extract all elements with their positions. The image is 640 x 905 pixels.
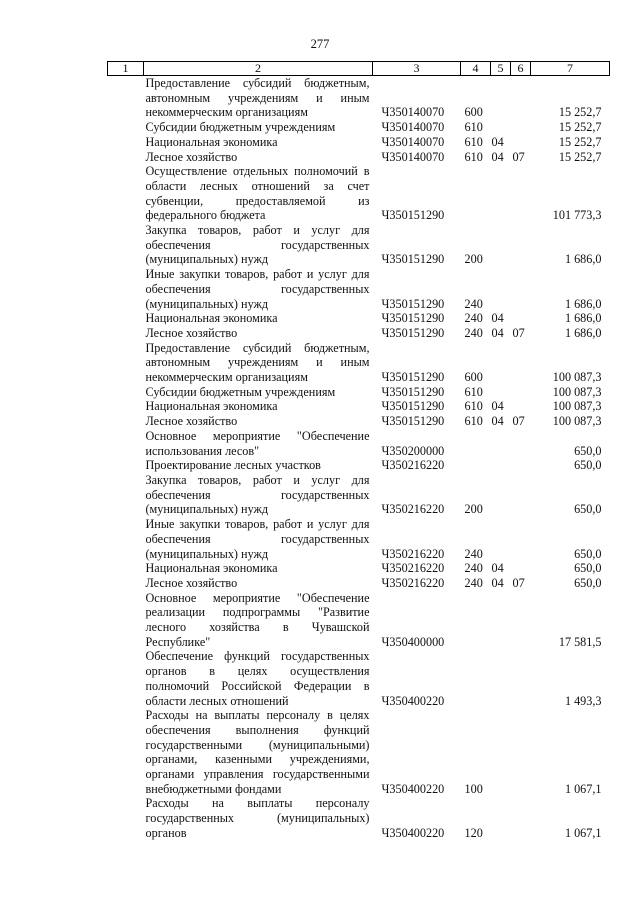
row-subsection-cell — [511, 796, 531, 840]
row-section-cell — [491, 120, 511, 135]
row-section-cell: 04 — [491, 414, 504, 429]
row-name-cell: Осуществление отдельных полномочий в области лесных отношений за счет субвенции, предоставляемой из федерального бюджета — [145, 164, 370, 223]
row-group-cell: 610 — [464, 384, 483, 399]
row-code-cell: Ч350216220 — [381, 546, 445, 561]
row-code-cell: Ч350151290 — [381, 311, 445, 326]
row-name-cell: Основное мероприятие "Обеспечение реализации подпрограммы "Развитие лесного хозяйства в Чувашской Республике" — [145, 590, 370, 649]
row-code-cell: Ч350151290 — [381, 252, 445, 267]
row-code-cell: Ч350151290 — [381, 370, 445, 385]
row-amount-cell: 15 252,7 — [558, 105, 602, 120]
row-subsection-cell — [511, 399, 531, 414]
row-section-cell — [491, 267, 511, 311]
row-group-cell: 100 — [464, 781, 483, 796]
row-group-cell — [461, 164, 491, 223]
table-row — [108, 473, 610, 517]
row-group-cell — [461, 591, 491, 650]
row-section-cell — [491, 385, 511, 400]
row-amount-cell: 100 087,3 — [552, 370, 602, 385]
row-number-cell — [108, 473, 144, 517]
row-group-cell: 240 — [464, 561, 483, 576]
table-row — [108, 135, 610, 150]
table-row — [108, 576, 610, 591]
table-row — [108, 649, 610, 708]
row-code-cell: Ч350216220 — [381, 502, 445, 517]
table-row — [108, 517, 610, 561]
row-group-cell: 240 — [464, 296, 483, 311]
row-number-cell — [108, 458, 144, 473]
row-group-cell — [461, 649, 491, 708]
row-name-cell: Лесное хозяйство — [145, 414, 238, 429]
row-subsection-cell — [511, 267, 531, 311]
table-row — [108, 150, 610, 165]
row-code-cell: Ч350216220 — [381, 575, 445, 590]
row-subsection-cell — [511, 164, 531, 223]
row-subsection-cell — [511, 120, 531, 135]
row-amount-cell: 650,0 — [574, 561, 602, 576]
row-subsection-cell — [511, 385, 531, 400]
table-row — [108, 591, 610, 650]
row-subsection-cell — [511, 591, 531, 650]
row-code-cell: Ч350400220 — [381, 781, 445, 796]
row-group-cell: 600 — [464, 370, 483, 385]
row-number-cell — [108, 341, 144, 385]
row-code-cell: Ч350151290 — [381, 399, 445, 414]
row-number-cell — [108, 223, 144, 267]
row-section-cell — [491, 223, 511, 267]
row-code-cell: Ч350200000 — [381, 443, 445, 458]
table-row — [108, 458, 610, 473]
row-group-cell: 610 — [464, 399, 483, 414]
row-amount-cell: 100 087,3 — [552, 384, 602, 399]
row-amount-cell: 100 087,3 — [552, 399, 602, 414]
row-subsection-cell — [511, 649, 531, 708]
table-row — [108, 267, 610, 311]
row-name-cell: Предоставление субсидий бюджетным, автономным учреждениям и иным некоммерческим организациям — [145, 340, 370, 385]
row-number-cell — [108, 385, 144, 400]
row-number-cell — [108, 135, 144, 150]
row-code-cell: Ч350400000 — [381, 634, 445, 649]
row-section-cell — [491, 76, 511, 121]
row-section-cell: 04 — [491, 134, 504, 149]
row-name-cell: Расходы на выплаты персоналу в целях обеспечения выполнения функций государственными (муниципальными) органами, казенными учреждениями, органами управления государственными внебюджетными фондами — [145, 708, 370, 796]
row-section-cell: 04 — [491, 399, 504, 414]
column-header: 5 — [491, 62, 511, 76]
row-number-cell — [108, 708, 144, 796]
row-subsection-cell — [511, 76, 531, 121]
row-number-cell — [108, 76, 144, 121]
row-section-cell: 04 — [491, 561, 504, 576]
row-number-cell — [108, 429, 144, 458]
row-group-cell: 200 — [464, 252, 483, 267]
table-row — [108, 311, 610, 326]
row-code-cell: Ч350216220 — [381, 458, 445, 473]
row-number-cell — [108, 414, 144, 429]
row-group-cell: 240 — [464, 325, 483, 340]
row-name-cell: Национальная экономика — [145, 399, 278, 414]
row-subsection-cell — [511, 341, 531, 385]
row-number-cell — [108, 517, 144, 561]
table-row — [108, 164, 610, 223]
row-amount-cell: 1 686,0 — [564, 325, 602, 340]
row-code-cell: Ч350400220 — [381, 693, 445, 708]
row-amount-cell: 650,0 — [574, 575, 602, 590]
row-group-cell: 240 — [464, 546, 483, 561]
row-name-cell: Предоставление субсидий бюджетным, автономным учреждениям и иным некоммерческим организациям — [145, 76, 370, 120]
row-section-cell: 04 — [491, 149, 504, 164]
row-group-cell: 610 — [464, 414, 483, 429]
row-code-cell: Ч350151290 — [381, 414, 445, 429]
row-group-cell: 120 — [464, 825, 483, 840]
row-subsection-cell — [511, 561, 531, 576]
row-group-cell — [461, 429, 491, 458]
column-header: 2 — [144, 62, 373, 76]
row-subsection-cell — [511, 517, 531, 561]
row-code-cell: Ч350140070 — [381, 120, 445, 135]
row-section-cell — [491, 473, 511, 517]
row-name-cell: Национальная экономика — [145, 311, 278, 326]
column-header: 1 — [108, 62, 144, 76]
row-amount-cell: 15 252,7 — [558, 149, 602, 164]
row-group-cell: 600 — [464, 105, 483, 120]
row-code-cell: Ч350140070 — [381, 105, 445, 120]
row-group-cell — [461, 458, 491, 473]
row-amount-cell: 1 493,3 — [564, 693, 602, 708]
row-name-cell: Субсидии бюджетным учреждениям — [145, 384, 336, 399]
row-section-cell: 04 — [491, 311, 504, 326]
row-name-cell: Лесное хозяйство — [145, 149, 238, 164]
row-name-cell: Лесное хозяйство — [145, 325, 238, 340]
row-amount-cell: 17 581,5 — [558, 634, 602, 649]
table-row — [108, 414, 610, 429]
row-number-cell — [108, 649, 144, 708]
row-code-cell: Ч350216220 — [381, 561, 445, 576]
row-section-cell — [491, 164, 511, 223]
row-section-cell — [491, 458, 511, 473]
row-code-cell: Ч350400220 — [381, 825, 445, 840]
row-amount-cell: 1 067,1 — [564, 825, 602, 840]
row-name-cell: Иные закупки товаров, работ и услуг для обеспечения государственных (муниципальных) нужд — [145, 517, 370, 561]
row-subsection-cell — [511, 708, 531, 796]
row-group-cell: 610 — [464, 120, 483, 135]
row-subsection-cell — [511, 429, 531, 458]
row-number-cell — [108, 591, 144, 650]
row-name-cell: Закупка товаров, работ и услуг для обеспечения государственных (муниципальных) нужд — [145, 223, 370, 267]
table-row — [108, 385, 610, 400]
row-subsection-cell — [511, 458, 531, 473]
row-name-cell: Национальная экономика — [145, 561, 278, 576]
table-row — [108, 796, 610, 840]
row-code-cell: Ч350151290 — [381, 296, 445, 311]
row-code-cell: Ч350151290 — [381, 208, 445, 223]
row-code-cell: Ч350140070 — [381, 134, 445, 149]
table-row — [108, 429, 610, 458]
row-section-cell — [491, 708, 511, 796]
row-amount-cell: 100 087,3 — [552, 414, 602, 429]
table-row — [108, 223, 610, 267]
row-subsection-cell: 07 — [512, 149, 525, 164]
row-amount-cell: 650,0 — [574, 546, 602, 561]
row-amount-cell: 650,0 — [574, 458, 602, 473]
row-amount-cell: 650,0 — [574, 443, 602, 458]
row-name-cell: Национальная экономика — [145, 134, 278, 149]
row-number-cell — [108, 576, 144, 591]
row-amount-cell: 1 686,0 — [564, 252, 602, 267]
column-header: 7 — [531, 62, 610, 76]
table-row — [108, 708, 610, 796]
row-number-cell — [108, 796, 144, 840]
table-body — [108, 76, 610, 841]
row-number-cell — [108, 326, 144, 341]
row-subsection-cell — [511, 135, 531, 150]
row-number-cell — [108, 267, 144, 311]
row-amount-cell: 1 686,0 — [564, 296, 602, 311]
budget-table — [107, 61, 610, 841]
row-name-cell: Основное мероприятие "Обеспечение использования лесов" — [145, 428, 370, 458]
row-number-cell — [108, 164, 144, 223]
row-subsection-cell — [511, 311, 531, 326]
row-section-cell — [491, 429, 511, 458]
row-section-cell — [491, 341, 511, 385]
row-subsection-cell: 07 — [512, 325, 525, 340]
row-name-cell: Лесное хозяйство — [145, 575, 238, 590]
table-row — [108, 326, 610, 341]
row-name-cell: Иные закупки товаров, работ и услуг для обеспечения государственных (муниципальных) нужд — [145, 267, 370, 311]
table-row — [108, 399, 610, 414]
table-row — [108, 341, 610, 385]
page-number: 277 — [310, 37, 330, 51]
row-amount-cell: 101 773,3 — [552, 208, 602, 223]
row-section-cell: 04 — [491, 575, 504, 590]
row-name-cell: Расходы на выплаты персоналу государственных (муниципальных) органов — [145, 796, 370, 840]
row-group-cell: 240 — [464, 575, 483, 590]
row-code-cell: Ч350140070 — [381, 149, 445, 164]
column-header: 6 — [511, 62, 531, 76]
row-number-cell — [108, 399, 144, 414]
row-group-cell: 610 — [464, 134, 483, 149]
row-subsection-cell — [511, 223, 531, 267]
column-header: 4 — [461, 62, 491, 76]
row-name-cell: Проектирование лесных участков — [145, 458, 321, 473]
row-number-cell — [108, 120, 144, 135]
row-amount-cell: 650,0 — [574, 502, 602, 517]
row-amount-cell: 1 686,0 — [564, 311, 602, 326]
row-subsection-cell: 07 — [512, 575, 525, 590]
column-header: 3 — [373, 62, 461, 76]
header-row — [108, 62, 610, 76]
row-section-cell — [491, 517, 511, 561]
row-group-cell: 610 — [464, 149, 483, 164]
row-subsection-cell: 07 — [512, 414, 525, 429]
row-number-cell — [108, 150, 144, 165]
row-amount-cell: 15 252,7 — [558, 134, 602, 149]
row-name-cell: Обеспечение функций государственных органов в целях осуществления полномочий Российской Федерации в области лесных отношений — [145, 649, 370, 708]
row-subsection-cell — [511, 473, 531, 517]
row-group-cell: 240 — [464, 311, 483, 326]
row-section-cell — [491, 796, 511, 840]
row-code-cell: Ч350151290 — [381, 384, 445, 399]
row-name-cell: Субсидии бюджетным учреждениям — [145, 120, 336, 135]
table-row — [108, 120, 610, 135]
row-code-cell: Ч350151290 — [381, 325, 445, 340]
row-name-cell: Закупка товаров, работ и услуг для обеспечения государственных (муниципальных) нужд — [145, 472, 370, 517]
row-section-cell — [491, 649, 511, 708]
row-amount-cell: 15 252,7 — [558, 120, 602, 135]
row-section-cell: 04 — [491, 325, 504, 340]
table-row — [108, 76, 610, 121]
row-number-cell — [108, 311, 144, 326]
row-group-cell: 200 — [464, 502, 483, 517]
row-amount-cell: 1 067,1 — [564, 781, 602, 796]
row-section-cell — [491, 591, 511, 650]
row-number-cell — [108, 561, 144, 576]
table-row — [108, 561, 610, 576]
